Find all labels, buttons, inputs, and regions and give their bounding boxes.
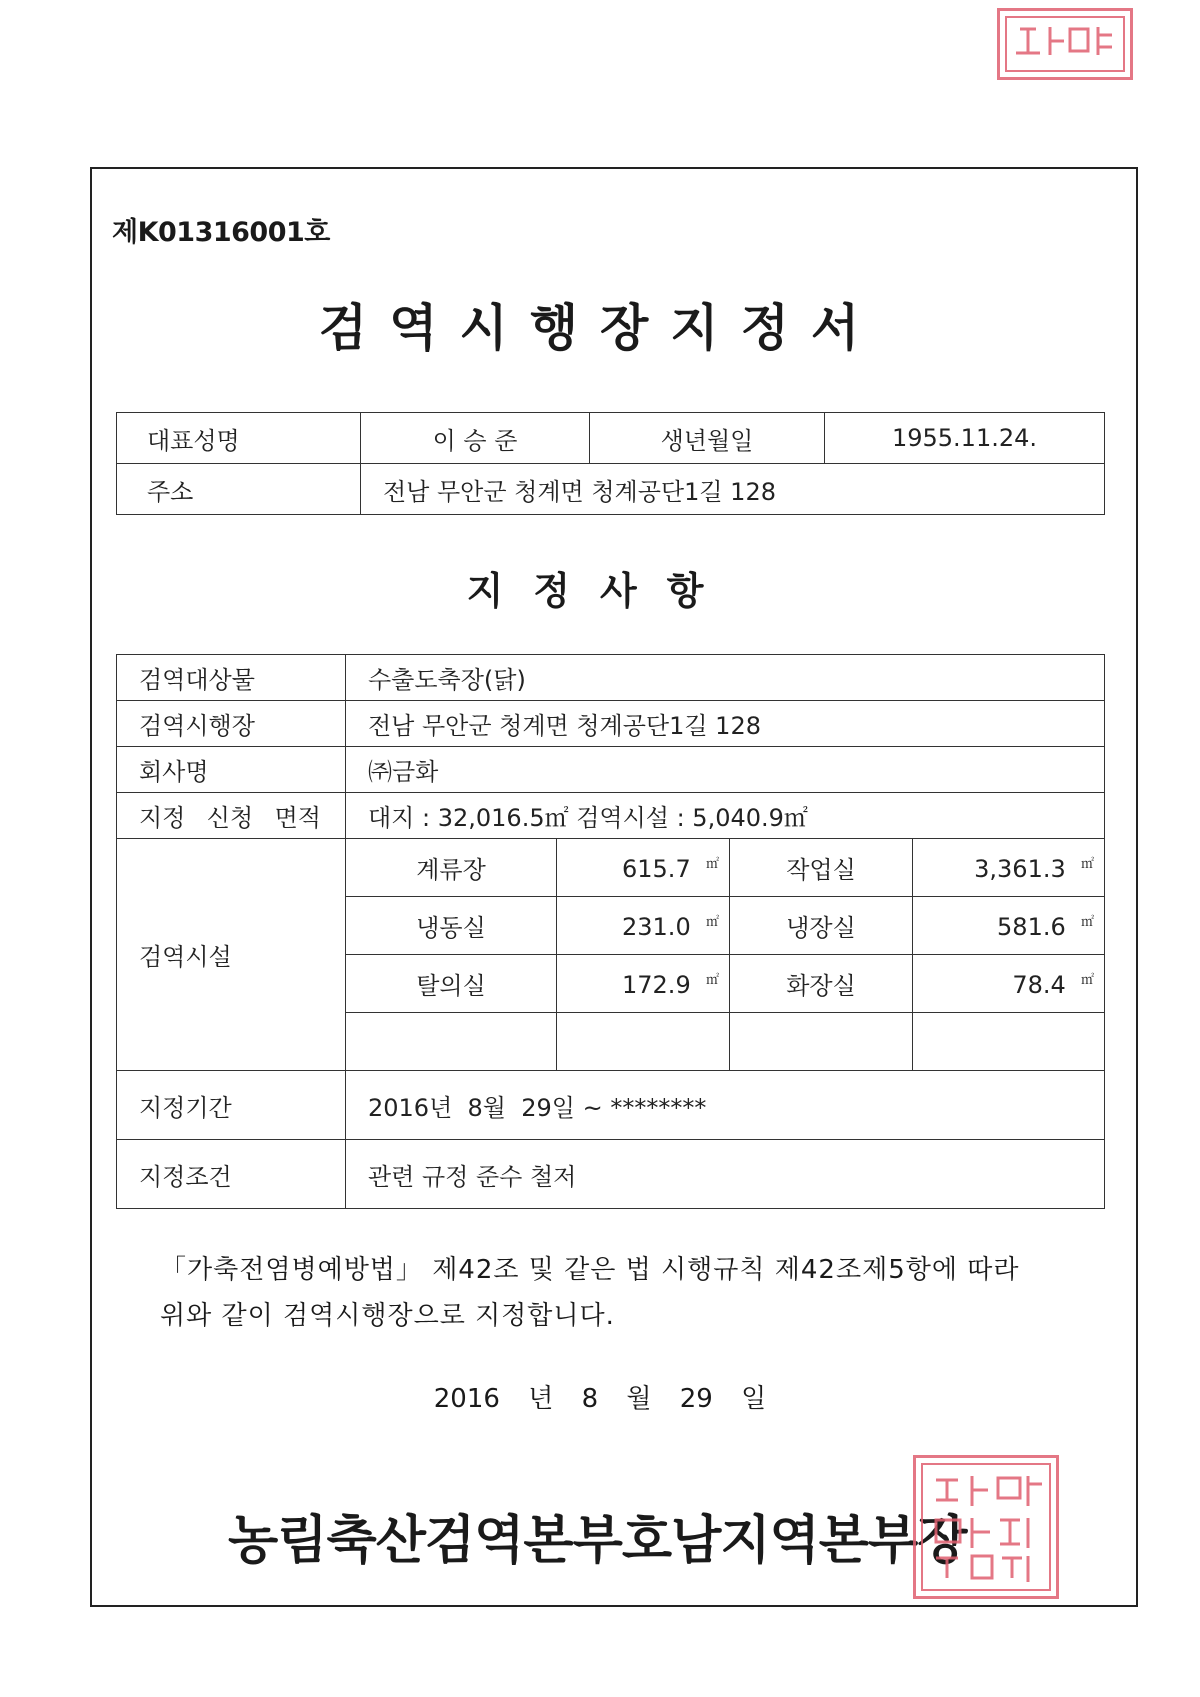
condition-label: 지정조건 [117,1140,346,1209]
birth-date: 1955.11.24. [825,413,1105,464]
period-value: 2016년 8월 29일 ~ ******** [346,1071,1105,1140]
facility-empty-cell [913,1013,1105,1071]
document-number: 제K01316001호 [112,217,330,248]
official-seal-top [997,8,1133,80]
designation-statement [160,1247,1019,1339]
representative-name: 이 승 준 [361,413,590,464]
facility-value: 3,361.3 ㎡ [913,839,1105,897]
issue-date: 2016 년 8 월 29 일 [433,1384,767,1414]
designation-table [116,654,1105,1209]
facility-value: 615.7 ㎡ [557,839,730,897]
facility-name: 냉장실 [730,897,913,955]
statement-line-1: 「가축전염병예방법」 제42조 및 같은 법 시행규칙 제42조제5항에 따라 [160,1255,1020,1285]
area-label: 지정 신청 면적 [117,793,346,839]
facility-name: 작업실 [730,839,913,897]
facilities-label: 검역시설 [117,839,346,1071]
company-label: 회사명 [117,747,346,793]
site-value: 전남 무안군 청계면 청계공단1길 128 [346,701,1105,747]
birth-label: 생년월일 [590,413,825,464]
seal-top-graphic [1000,11,1130,77]
issuer-title: 농림축산검역본부호남지역본부장 [228,1511,967,1571]
section-title: 지정사항 [466,569,734,613]
facility-empty-cell [557,1013,730,1071]
condition-value: 관련 규정 준수 철저 [346,1140,1105,1209]
facility-value: 78.4 ㎡ [913,955,1105,1013]
representative-table [116,412,1105,515]
facility-name: 화장실 [730,955,913,1013]
address-value: 전남 무안군 청계면 청계공단1길 128 [361,464,1105,515]
official-seal-bottom [913,1455,1059,1599]
object-label: 검역대상물 [117,655,346,701]
facility-value: 231.0 ㎡ [557,897,730,955]
seal-bottom-graphic [916,1458,1056,1596]
facility-name: 냉동실 [346,897,557,955]
facility-empty-cell [346,1013,557,1071]
statement-line-2: 위와 같이 검역시행장으로 지정합니다. [160,1301,615,1331]
facility-name: 계류장 [346,839,557,897]
address-label: 주소 [117,464,361,515]
period-label: 지정기간 [117,1071,346,1140]
area-value: 대지 : 32,016.5㎡ 검역시설 : 5,040.9㎡ [346,793,1105,839]
object-value: 수출도축장(닭) [346,655,1105,701]
document-title: 검역시행장지정서 [318,299,882,357]
facility-value: 172.9 ㎡ [557,955,730,1013]
facility-value: 581.6 ㎡ [913,897,1105,955]
name-label: 대표성명 [117,413,361,464]
facility-name: 탈의실 [346,955,557,1013]
site-label: 검역시행장 [117,701,346,747]
company-value: ㈜금화 [346,747,1105,793]
facility-empty-cell [730,1013,913,1071]
